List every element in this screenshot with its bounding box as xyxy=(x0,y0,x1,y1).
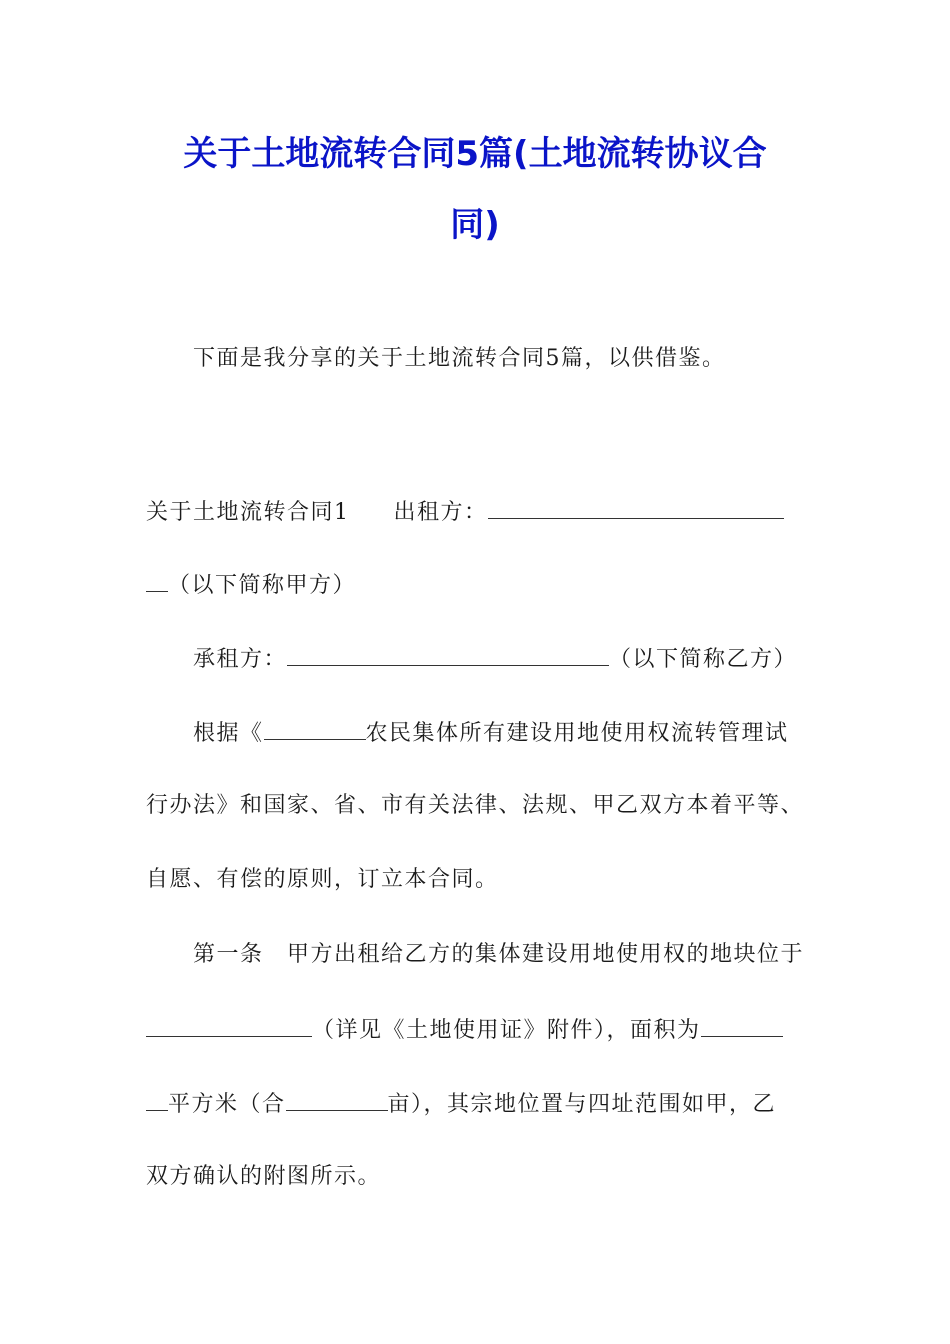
article-1-line-3-a: 平方米（合 xyxy=(168,1092,286,1117)
lessor-suffix-line xyxy=(146,569,356,601)
basis-line-1 xyxy=(193,717,789,749)
article-1-line-2-mid: （详见《土地使用证》附件），面积为 xyxy=(312,1018,701,1043)
intro-paragraph: 下面是我分享的关于土地流转合同5篇，以供借鉴。 xyxy=(193,346,726,371)
area-blank xyxy=(701,1014,783,1037)
basis-blank xyxy=(264,717,366,740)
area-blank-continued xyxy=(146,1088,168,1111)
basis-line-3: 自愿、有偿的原则，订立本合同。 xyxy=(146,867,499,892)
article-1-line-4: 双方确认的附图所示。 xyxy=(146,1164,382,1189)
lessee-suffix: （以下简称乙方） xyxy=(609,647,798,672)
basis-line-2: 行办法》和国家、省、市有关法律、法规、甲乙双方本着平等、 xyxy=(146,793,805,818)
article-1-line-2 xyxy=(146,1014,783,1046)
article-1-line-1: 第一条 甲方出租给乙方的集体建设用地使用权的地块位于 xyxy=(193,942,805,967)
lessor-blank-continued xyxy=(146,569,168,592)
location-blank xyxy=(146,1014,312,1037)
lessee-blank xyxy=(287,643,609,666)
mu-blank xyxy=(286,1088,388,1111)
lessor-line xyxy=(146,496,784,528)
document-title-line-1: 关于土地流转合同5篇(土地流转协议合 xyxy=(183,134,767,174)
article-1-line-3-b: 亩），其宗地位置与四址范围如甲，乙 xyxy=(387,1092,777,1117)
basis-prefix: 根据《 xyxy=(193,721,264,746)
lessor-blank xyxy=(488,496,784,519)
contract-heading: 关于土地流转合同1 xyxy=(146,500,350,525)
lessee-label: 承租方： xyxy=(193,647,288,672)
lessor-label: 出租方： xyxy=(393,500,488,525)
lessee-line xyxy=(193,643,797,675)
basis-line-1-rest: 农民集体所有建设用地使用权流转管理试 xyxy=(365,721,789,746)
lessor-suffix: （以下简称甲方） xyxy=(168,573,357,598)
document-title-line-2: 同) xyxy=(450,205,500,245)
article-1-line-3 xyxy=(146,1088,776,1120)
